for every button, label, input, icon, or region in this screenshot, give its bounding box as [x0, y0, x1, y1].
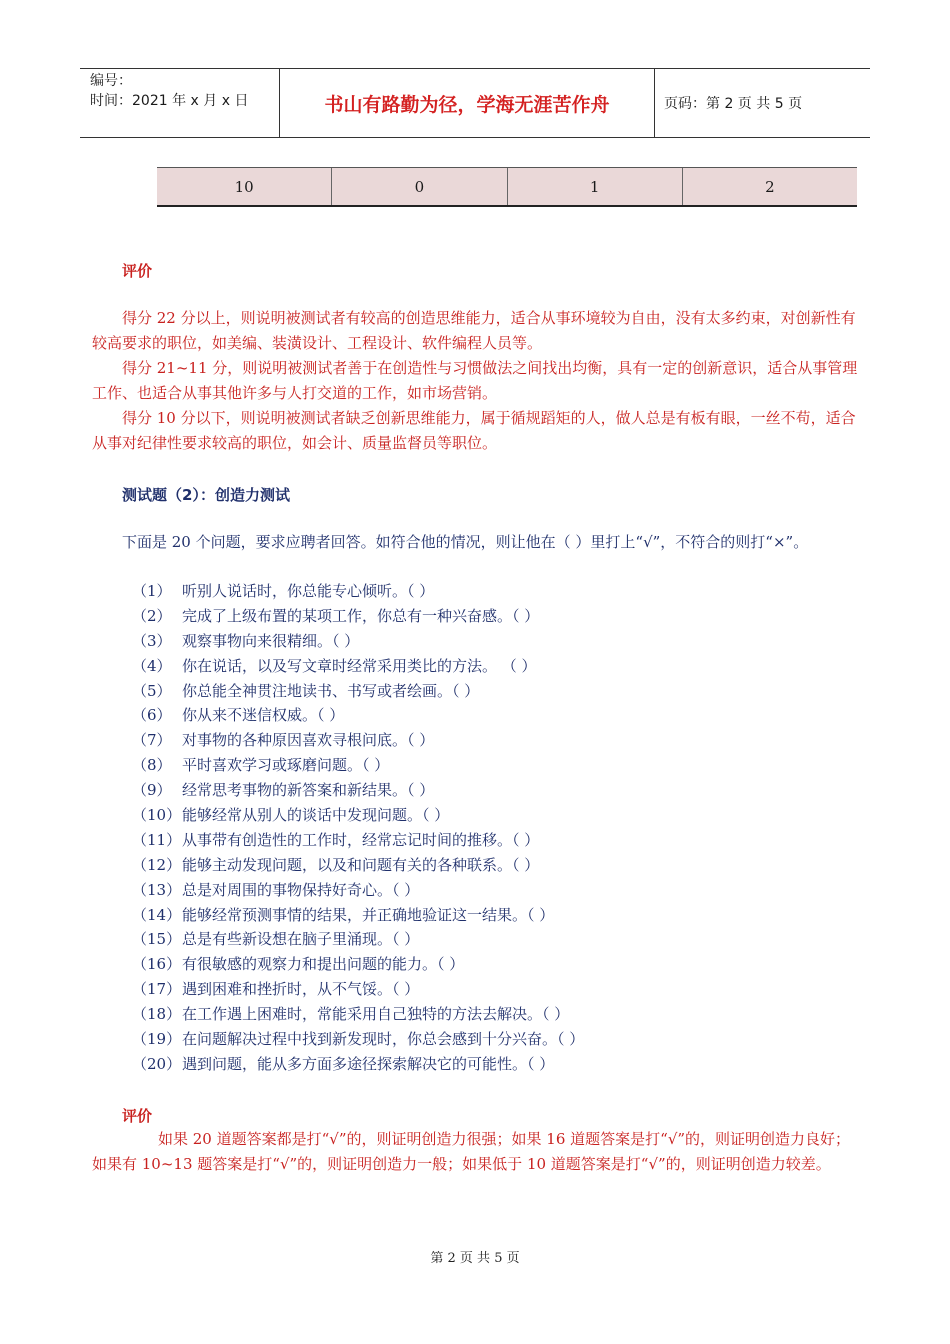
- question-number: （15）: [132, 930, 182, 949]
- question-text: 遇到困难和挫折时，从不气馁。（ ）: [182, 980, 420, 999]
- question-number: （13）: [132, 880, 182, 899]
- question-item: [132, 952, 852, 977]
- question-number: （8）: [132, 756, 172, 775]
- question-number: （3）: [132, 631, 172, 650]
- question-number: （4）: [132, 656, 172, 675]
- question-text: 能够经常预测事情的结果，并正确地验证这一结果。（ ）: [182, 905, 555, 924]
- question-item: [132, 927, 852, 952]
- question-item: [132, 803, 852, 828]
- header-meta: [80, 69, 280, 137]
- question-item: [132, 753, 852, 778]
- header-page-label: 页码：第 2 页 共 5 页: [664, 96, 803, 112]
- question-item: [132, 1002, 852, 1027]
- question-text: 从事带有创造性的工作时，经常忘记时间的推移。（ ）: [182, 830, 540, 849]
- question-number: （2）: [132, 606, 172, 625]
- eval1-paragraph: 得分 21~11 分，则说明被测试者善于在创造性与习惯做法之间找出均衡，具有一定的创新意识，适合从事管理工作、也适合从事其他许多与人打交道的工作，如市场营销。: [92, 359, 858, 402]
- eval1-paragraph: 得分 22 分以上，则说明被测试者有较高的创造思维能力，适合从事环境较为自由，没有太多约束，对创新性有较高要求的职位，如美编、装潢设计、工程设计、软件编程人员等。: [92, 309, 856, 352]
- question-text: 在问题解决过程中找到新发现时，你总会感到十分兴奋。（ ）: [182, 1030, 585, 1049]
- question-item: [132, 703, 852, 728]
- question-number: （17）: [132, 980, 182, 999]
- eval2-body: [92, 1127, 864, 1177]
- eval2-title: 评价: [122, 1107, 153, 1125]
- page-footer: 第 2 页 共 5 页: [430, 1251, 520, 1266]
- question-text: 对事物的各种原因喜欢寻根问底。（ ）: [182, 731, 435, 750]
- date-label: 时间：2021 年 x 月 x 日: [90, 93, 249, 109]
- question-list: [132, 579, 852, 1077]
- eval2-text: 如果 20 道题答案都是打“√”的，则证明创造力很强；如果 16 道题答案是打“√”的，则证明创造力良好；如果有 10~13 题答案是打“√”的，则证明创造力一般；如果低于 10 道题答案是打“√”的，则证明创造力较差。: [92, 1130, 851, 1173]
- test2-intro-block: [92, 530, 862, 555]
- score-cell: 0: [332, 168, 507, 205]
- question-item: [132, 579, 852, 604]
- question-item: [132, 853, 852, 878]
- header-motto: 书山有路勤为径，学海无涯苦作舟: [280, 69, 655, 137]
- question-text: 你总能全神贯注地读书、书写或者绘画。（ ）: [182, 681, 480, 700]
- page-header: [80, 68, 870, 138]
- question-text: 你从来不迷信权威。（ ）: [182, 706, 345, 725]
- question-text: 能够主动发现问题，以及和问题有关的各种联系。（ ）: [182, 855, 540, 874]
- question-item: [132, 903, 852, 928]
- question-number: （18）: [132, 1005, 182, 1024]
- question-item: [132, 629, 852, 654]
- question-text: 遇到问题，能从多方面多途径探索解决它的可能性。（ ）: [182, 1054, 555, 1073]
- question-text: 能够经常从别人的谈话中发现问题。（ ）: [182, 806, 450, 825]
- score-cell: 1: [508, 168, 683, 205]
- question-number: （12）: [132, 855, 182, 874]
- question-item: [132, 828, 852, 853]
- question-item: [132, 878, 852, 903]
- question-item: [132, 1027, 852, 1052]
- question-item: [132, 679, 852, 704]
- question-text: 总是对周围的事物保持好奇心。（ ）: [182, 880, 420, 899]
- question-number: （1）: [132, 582, 172, 600]
- question-number: （7）: [132, 731, 172, 750]
- eval1-body: [92, 306, 862, 456]
- question-item: [132, 728, 852, 753]
- question-number: （16）: [132, 955, 182, 974]
- question-number: （20）: [132, 1054, 182, 1073]
- question-item: [132, 1052, 852, 1077]
- eval1-title: 评价: [122, 262, 153, 280]
- score-table-row: [157, 167, 857, 207]
- score-cell: 2: [765, 177, 775, 196]
- question-text: 经常思考事物的新答案和新结果。（ ）: [182, 781, 435, 800]
- question-number: （5）: [132, 681, 172, 700]
- test2-intro: 下面是 20 个问题，要求应聘者回答。如符合他的情况，则让他在（ ）里打上“√”，不符合的则打“×”。: [122, 533, 809, 551]
- question-text: 平时喜欢学习或琢磨问题。（ ）: [182, 756, 390, 775]
- question-text: 观察事物向来很精细。（ ）: [182, 631, 360, 650]
- question-number: （11）: [132, 830, 182, 849]
- question-text: 总是有些新设想在脑子里涌现。（ ）: [182, 930, 420, 949]
- eval1-paragraph: 得分 10 分以下，则说明被测试者缺乏创新思维能力，属于循规蹈矩的人，做人总是有板有眼，一丝不苟，适合从事对纪律性要求较高的职位，如会计、质量监督员等职位。: [92, 409, 856, 452]
- question-item: [132, 654, 852, 679]
- question-text: 在工作遇上困难时，常能采用自己独特的方法去解决。（ ）: [182, 1005, 570, 1024]
- question-text: 有很敏感的观察力和提出问题的能力。（ ）: [182, 955, 465, 974]
- question-number: （9）: [132, 781, 172, 800]
- question-number: （6）: [132, 706, 172, 725]
- question-number: （10）: [132, 806, 182, 825]
- question-number: （14）: [132, 905, 182, 924]
- test2-title: 测试题（2）：创造力测试: [122, 486, 290, 504]
- serial-label: 编号：: [90, 73, 132, 89]
- question-item: [132, 778, 852, 803]
- question-text: 完成了上级布置的某项工作，你总有一种兴奋感。（ ）: [182, 606, 540, 625]
- score-cell: 10: [157, 168, 332, 205]
- question-text: 你在说话，以及写文章时经常采用类比的方法。 （ ）: [182, 656, 537, 675]
- question-text: 听别人说话时，你总能专心倾听。（ ）: [182, 582, 435, 600]
- question-number: （19）: [132, 1030, 182, 1049]
- question-item: [132, 977, 852, 1002]
- question-item: [132, 604, 852, 629]
